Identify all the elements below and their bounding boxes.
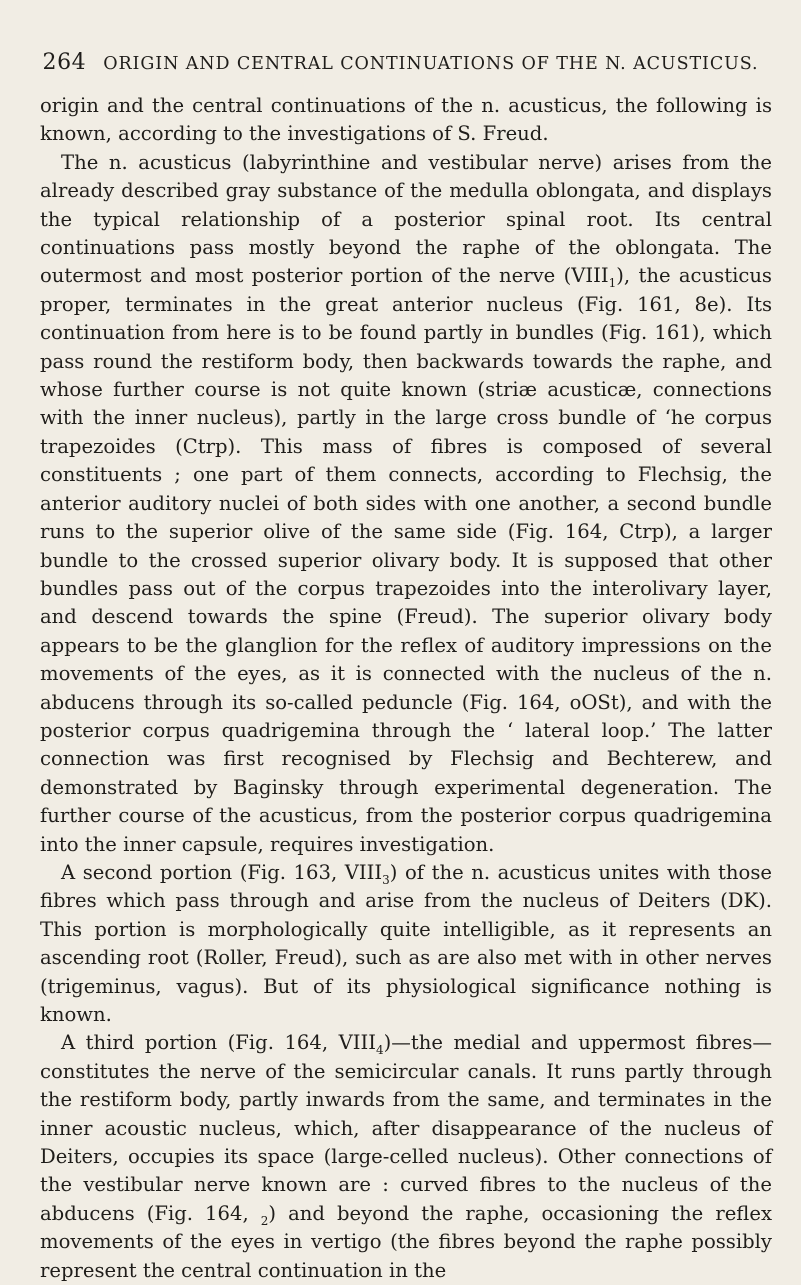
text-run: )—the medial and uppermost fibres—constitutes the nerve of the semicircular canals. It runs partly through the restiform body, partly inwards from the same, and terminates in the inner acoustic nucleus, which, after disappearance of the nucleus of Deiters, occupies its space (large-celled nucleus). Other connections of the vestibular nerve known are : curved fibres to the nucleus of the abducens (Fig. 164, bbox=[40, 1031, 772, 1225]
body-text bbox=[40, 92, 772, 1285]
paragraph bbox=[40, 1029, 772, 1285]
text-run: ) of the n. acusticus unites with those fibres which pass through and arise from the nucleus of Deiters (DK). This portion is morphologically quite intelligible, as it represents an ascending root (Roller, Freud), such as are also met with in other nerves (trigeminus, vagus). But of its physiological significance nothing is known. bbox=[40, 860, 772, 1026]
paragraph bbox=[40, 149, 772, 859]
text-run: The n. acusticus (labyrinthine and vestibular nerve) arises from the already described gray substance of the medulla oblongata, and displays the typical relationship of a posterior spinal root. Its central continuations pass mostly beyond the raphe of the oblongata. The outermost and most posterior portion of the nerve (VIII bbox=[40, 150, 772, 288]
running-header bbox=[0, 50, 801, 75]
paragraph bbox=[40, 859, 772, 1029]
subscript: 4 bbox=[375, 1043, 384, 1058]
running-title: ORIGIN AND CENTRAL CONTINUATIONS OF THE N. ACUSTICUS. bbox=[103, 54, 759, 74]
text-run: A second portion (Fig. 163, VIII bbox=[61, 860, 383, 884]
subscript: 2 bbox=[260, 1213, 269, 1228]
text-run: A third portion (Fig. 164, VIII bbox=[61, 1031, 376, 1055]
subscript: 3 bbox=[382, 872, 390, 887]
text-run: origin and the central continuations of the n. acusticus, the following is known, according to the investigations of S. Freud. bbox=[40, 94, 772, 146]
page-number: 264 bbox=[42, 50, 87, 75]
text-run: ), the acusticus proper, terminates in the great anterior nucleus (Fig. 161, 8e). Its continuation from here is to be found partly in bundles (Fig. 161), which pass round the restiform body, then backwards towards the raphe, and whose further course is not quite known (striæ acusticæ, connections with the inner nucleus), partly in the large cross bundle of ‘he corpus trapezoides (Ctrp). This mass of fibres is composed of several constituents ; one part of them connects, according to Flechsig, the anterior auditory nuclei of both sides with one another, a second bundle runs to the superior olive of the same side (Fig. 164, Ctrp), a larger bundle to the crossed superior olivary body. It is supposed that other bundles pass out of the corpus trapezoides into the interolivary layer, and descend towards the spine (Freud). The superior olivary body appears to be the glanglion for the reflex of auditory impressions on the movements of the eyes, as it is connected with the nucleus of the n. abducens through its so-called peduncle (Fig. 164, oOSt), and with the posterior corpus quadrigemina through the ‘ lateral loop.’ The latter connection was first recognised by Flechsig and Bechterew, and demonstrated by Baginsky through experimental degeneration. The further course of the acusticus, from the posterior corpus quadrigemina into the inner capsule, requires investigation. bbox=[40, 264, 772, 856]
text-run: ) and beyond the raphe, occasioning the reflex movements of the eyes in vertigo (the fibres beyond the raphe possibly represent the central continuation in the bbox=[40, 1201, 773, 1282]
paragraph-continued bbox=[40, 92, 772, 149]
subscript: 1 bbox=[608, 276, 617, 291]
